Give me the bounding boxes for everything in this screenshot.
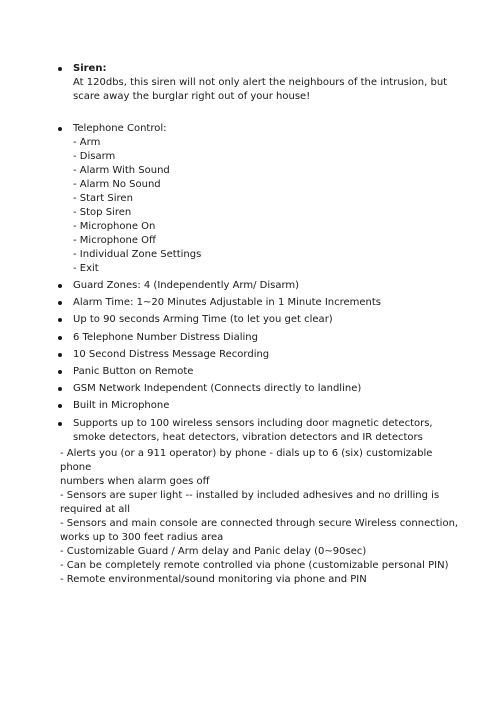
- feature-bullet: [56, 348, 456, 362]
- feature-item: [56, 279, 456, 293]
- additional-features: [60, 447, 460, 587]
- telephone-item-arm: - Arm: [73, 137, 101, 148]
- sensors-section: [56, 417, 456, 445]
- additional-feature-line: - Can be completely remote controlled via phone (customizable personal PIN): [60, 560, 449, 571]
- additional-feature-line: - Customizable Guard / Arm delay and Panic delay (0~90sec): [60, 546, 367, 557]
- feature-bullet: [56, 279, 456, 293]
- siren-text-line-1: At 120dbs, this siren will not only alert the neighbours of the intrusion, but: [73, 77, 448, 88]
- bullet-dot-icon: [58, 301, 62, 305]
- feature-item: [56, 365, 456, 379]
- feature-text: 6 Telephone Number Distress Dialing: [73, 332, 258, 343]
- feature-text: GSM Network Independent (Connects directly to landline): [73, 383, 362, 394]
- feature-text: Panic Button on Remote: [73, 366, 194, 377]
- bullet-dot-icon: [58, 404, 62, 408]
- additional-feature-line: - Sensors and main console are connected through secure Wireless connection,: [60, 518, 459, 529]
- feature-bullet: [56, 382, 456, 396]
- bullet-dot-icon: [58, 422, 62, 426]
- bullet-dot-icon: [58, 284, 62, 288]
- feature-text: Guard Zones: 4 (Independently Arm/ Disarm): [73, 280, 300, 291]
- additional-feature-line: - Remote environmental/sound monitoring via phone and PIN: [60, 574, 367, 585]
- bullet-dot-icon: [58, 387, 62, 391]
- bullet-dot-icon: [58, 127, 62, 131]
- telephone-item-alarm-with-sound: - Alarm With Sound: [73, 165, 170, 176]
- feature-bullet: [56, 331, 456, 345]
- siren-bullet: [56, 62, 456, 104]
- bullet-dot-icon: [58, 336, 62, 340]
- telephone-control-section: [56, 122, 456, 276]
- telephone-item-alarm-no-sound: - Alarm No Sound: [73, 179, 161, 190]
- telephone-control-title: Telephone Control:: [73, 123, 167, 134]
- telephone-control-bullet: [56, 122, 456, 276]
- feature-item: [56, 313, 456, 327]
- siren-section: [56, 62, 456, 104]
- feature-item: [56, 382, 456, 396]
- telephone-item-disarm: - Disarm: [73, 151, 116, 162]
- additional-feature-line: - Alerts you (or a 911 operator) by phone - dials up to 6 (six) customizable phone: [60, 448, 433, 473]
- feature-text: 10 Second Distress Message Recording: [73, 349, 270, 360]
- additional-feature-line: numbers when alarm goes off: [60, 476, 210, 487]
- feature-item: [56, 296, 456, 310]
- telephone-item-stop-siren: - Stop Siren: [73, 207, 132, 218]
- bullet-dot-icon: [58, 370, 62, 374]
- feature-bullet: [56, 365, 456, 379]
- feature-item: [56, 399, 456, 413]
- bullet-dot-icon: [58, 353, 62, 357]
- bullet-dot-icon: [58, 318, 62, 322]
- siren-title: Siren:: [73, 63, 107, 74]
- feature-text: Built in Microphone: [73, 400, 170, 411]
- sensors-bullet: [56, 417, 456, 445]
- feature-item: [56, 331, 456, 345]
- additional-feature-line: works up to 300 feet radius area: [60, 532, 224, 543]
- feature-bullet: [56, 296, 456, 310]
- additional-feature-line: required at all: [60, 504, 130, 515]
- feature-bullet: [56, 399, 456, 413]
- telephone-item-zone-settings: - Individual Zone Settings: [73, 249, 202, 260]
- telephone-item-start-siren: - Start Siren: [73, 193, 133, 204]
- sensors-text-line-2: smoke detectors, heat detectors, vibration detectors and IR detectors: [73, 432, 423, 443]
- siren-text-line-2: scare away the burglar right out of your house!: [73, 91, 311, 102]
- feature-text: Alarm Time: 1~20 Minutes Adjustable in 1 Minute Increments: [73, 297, 382, 308]
- feature-item: [56, 348, 456, 362]
- telephone-item-microphone-on: - Microphone On: [73, 221, 156, 232]
- bullet-dot-icon: [58, 67, 62, 71]
- feature-text: Up to 90 seconds Arming Time (to let you get clear): [73, 314, 333, 325]
- additional-feature-line: - Sensors are super light -- installed by included adhesives and no drilling is: [60, 490, 440, 501]
- telephone-item-exit: - Exit: [73, 263, 99, 274]
- feature-bullet: [56, 313, 456, 327]
- telephone-item-microphone-off: - Microphone Off: [73, 235, 156, 246]
- sensors-text-line-1: Supports up to 100 wireless sensors including door magnetic detectors,: [73, 418, 433, 429]
